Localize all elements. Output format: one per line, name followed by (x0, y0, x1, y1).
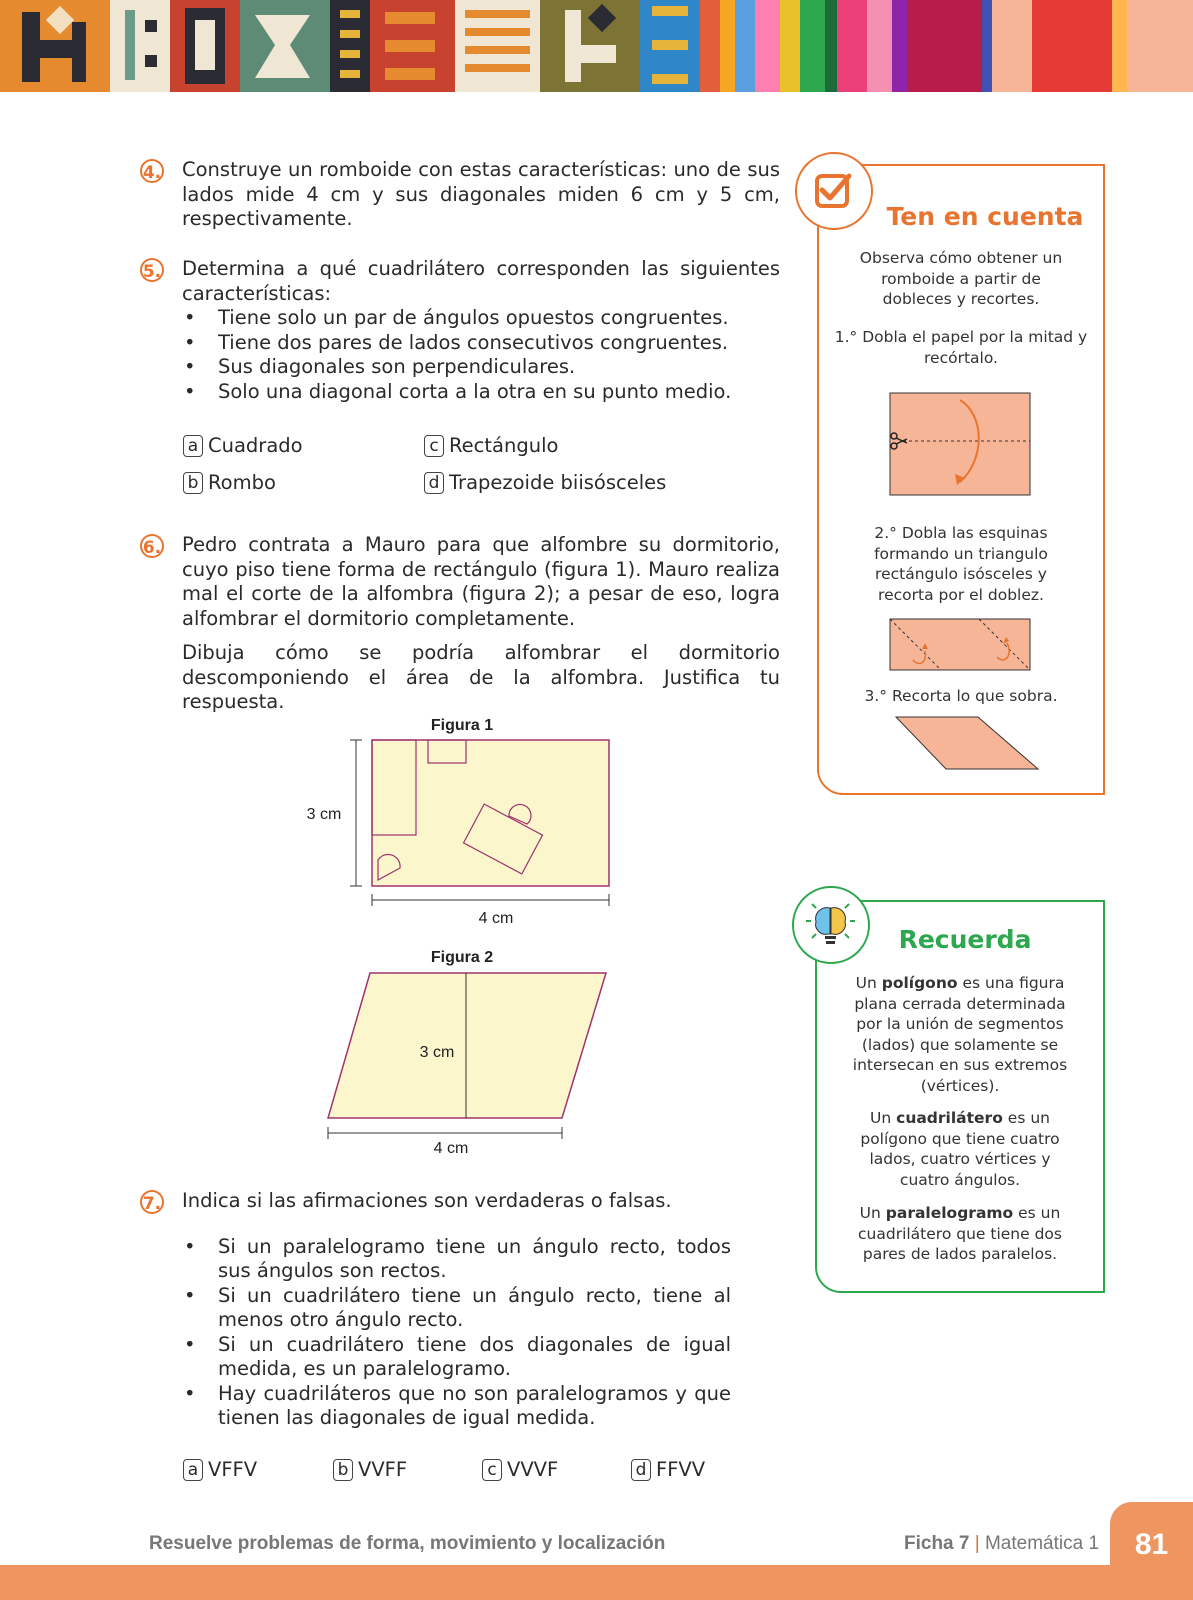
list-item: • Si un cuadrilátero tiene dos diagonales de igual medida, es un paralelogramo. (182, 1333, 731, 1382)
option-letter: d (631, 1459, 651, 1481)
answer-option-b[interactable] (333, 1458, 407, 1481)
figure-2-title: Figura 2 (430, 949, 494, 966)
question-text: Indica si las afirmaciones son verdaderas o falsas. (182, 1189, 672, 1212)
recuerda-cuadrilatero: Un cuadrilátero es un polígono que tiene cuatro lados, cuatro vértices y cuatro ángulos. (860, 1109, 1060, 1189)
fold-in-half-illustration (885, 390, 1035, 500)
list-item: • Solo una diagonal corta a la otra en su punto medio. (182, 380, 780, 405)
brain-lightbulb-icon (792, 886, 870, 964)
ficha-label: Ficha 7 (904, 1533, 970, 1554)
answer-option-a[interactable] (183, 1458, 257, 1481)
option-label: Rombo (208, 471, 276, 494)
option-label: VFFV (208, 1458, 258, 1481)
figure-1-rectangle-room (290, 710, 630, 930)
term-paralelogramo: paralelogramo (885, 1204, 1014, 1222)
question-text: Pedro contrata a Mauro para que alfombre su dormitorio, cuyo piso tiene forma de rectángulo (figura 1). Mauro realiza mal el corte de la alfombra (figura 2); a pesar de eso, logra alfombrar el dormitorio completamente. (182, 533, 780, 630)
option-label: VVVF (507, 1458, 559, 1481)
checklist-icon (795, 152, 873, 230)
ten-en-cuenta-title: Ten en cuenta (886, 202, 1084, 231)
recuerda-poligono: Un polígono es una figura plana cerrada determinada por la unión de segmentos (lados) que solamente se intersecan en sus extremos (vértices). (852, 974, 1068, 1095)
option-label: FFVV (656, 1458, 706, 1481)
answer-option-c[interactable] (424, 434, 558, 457)
question-4 (140, 158, 780, 232)
fold-corners-illustration (885, 615, 1035, 675)
answer-option-d[interactable] (631, 1458, 705, 1481)
question-7 (140, 1189, 780, 1431)
option-letter: a (183, 1459, 203, 1481)
answer-option-a[interactable] (183, 434, 303, 457)
recuerda-title: Recuerda (898, 925, 1032, 954)
bullet-list (182, 306, 780, 404)
option-label: Trapezoide biisósceles (449, 471, 667, 494)
list-item: • Tiene solo un par de ángulos opuestos congruentes. (182, 306, 780, 331)
question-5 (140, 257, 780, 404)
list-item: • Si un paralelogramo tiene un ángulo recto, todos sus ángulos son rectos. (182, 1235, 731, 1284)
question-6 (140, 533, 780, 715)
question-number: 5. (140, 258, 164, 282)
answer-option-b[interactable] (183, 471, 276, 494)
option-letter: c (482, 1459, 502, 1481)
footer-competency: Resuelve problemas de forma, movimiento y localización (149, 1533, 666, 1554)
question-text: Determina a qué cuadrilátero corresponden las siguientes características: (182, 257, 780, 305)
list-item: • Si un cuadrilátero tiene un ángulo recto, tiene al menos otro ángulo recto. (182, 1284, 731, 1333)
option-letter: d (424, 472, 444, 494)
list-item: • Tiene dos pares de lados consecutivos congruentes. (182, 331, 780, 356)
list-item: • Sus diagonales son perpendiculares. (182, 355, 780, 380)
figure-1-title: Figura 1 (430, 717, 494, 734)
answer-option-d[interactable] (424, 471, 666, 494)
option-letter: c (424, 435, 444, 457)
question-number: 7. (140, 1190, 164, 1214)
footer-bar (0, 1565, 1193, 1600)
answer-option-c[interactable] (482, 1458, 558, 1481)
question-number: 6. (140, 534, 164, 558)
option-label: Cuadrado (208, 434, 303, 457)
figure-1-width-label: 4 cm (478, 910, 514, 927)
list-item: • Hay cuadriláteros que no son paralelogramos y que tienen las diagonales de igual medida. (182, 1382, 731, 1431)
term-cuadrilatero: cuadrilátero (896, 1109, 1003, 1127)
figure-2-parallelogram-carpet (310, 943, 630, 1163)
option-letter: a (183, 435, 203, 457)
step-1-text: 1.° Dobla el papel por la mitad y recórtalo. (834, 328, 1088, 367)
footer-ficha (904, 1533, 1099, 1555)
decorative-textile-banner (0, 0, 1193, 92)
question-instruction: Dibuja cómo se podría alfombrar el dormitorio descomponiendo el área de la alfombra. Justifica tu respuesta. (182, 641, 780, 713)
bullet-list (182, 1235, 731, 1431)
question-text: Construye un romboide con estas características: uno de sus lados mide 4 cm y sus diagonales miden 6 cm y 5 cm, respectivamente. (182, 158, 780, 230)
term-poligono: polígono (881, 974, 958, 992)
option-letter: b (333, 1459, 353, 1481)
figure-2-width-label: 4 cm (433, 1140, 469, 1157)
question-number: 4. (140, 159, 164, 183)
footer-separator: | (974, 1533, 980, 1554)
option-label: VVFF (358, 1458, 408, 1481)
page-number: 81 (1134, 1528, 1169, 1561)
step-2-text: 2.° Dobla las esquinas formando un triangulo rectángulo isósceles y recorta por el doblez. (874, 524, 1048, 604)
figure-2-height-label: 3 cm (419, 1044, 455, 1061)
ten-en-cuenta-intro: Observa cómo obtener un romboide a partir de dobleces y recortes. (859, 249, 1063, 308)
figure-1-height-label: 3 cm (306, 806, 342, 823)
subject-label: Matemática 1 (984, 1533, 1100, 1554)
recuerda-paralelogramo: Un paralelogramo es un cuadrilátero que tiene dos pares de lados paralelos. (858, 1204, 1062, 1263)
rhomboid-result-illustration (890, 714, 1040, 772)
step-3-text: 3.° Recorta lo que sobra. (864, 687, 1058, 705)
option-label: Rectángulo (449, 434, 559, 457)
option-letter: b (183, 472, 203, 494)
